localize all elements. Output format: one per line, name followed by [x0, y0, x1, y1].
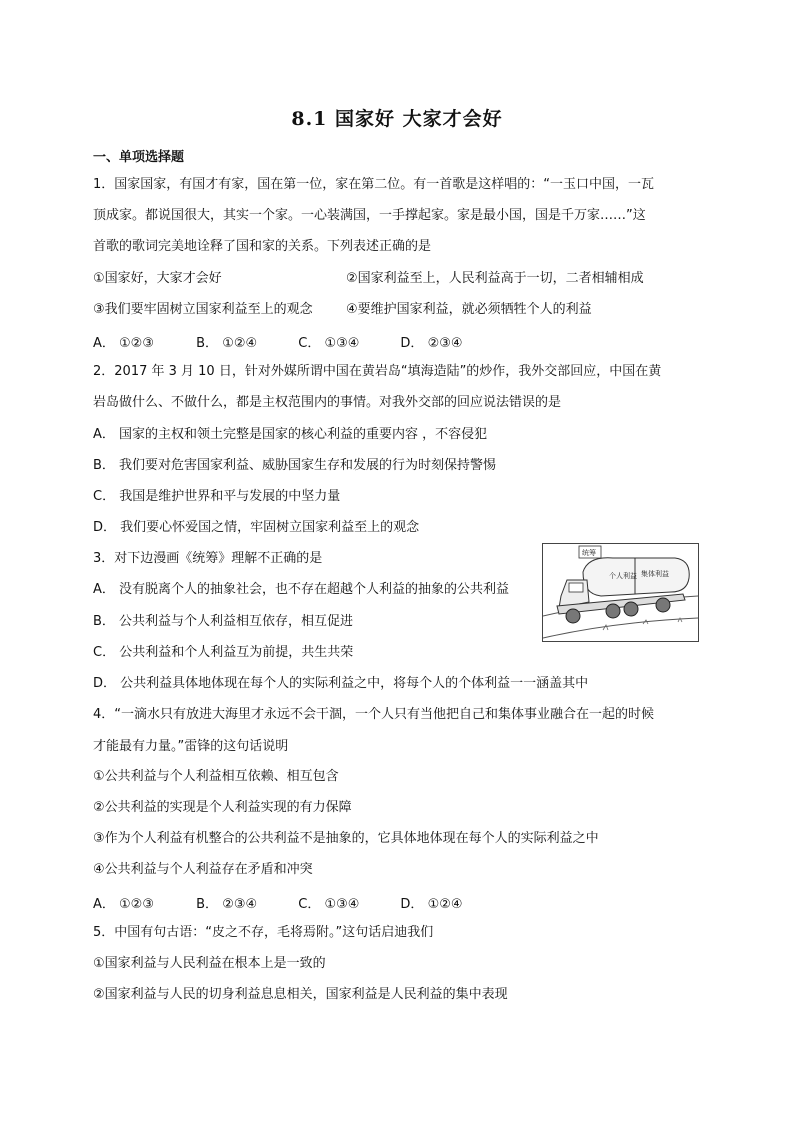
- q4-options: [93, 893, 463, 912]
- q1-option-b[interactable]: B． ①②④: [196, 336, 258, 351]
- q3-stem: 3．对下边漫画《统筹》理解不正确的是: [93, 551, 323, 566]
- q5-statement-2: ②国家利益与人民的切身利益息息相关，国家利益是人民利益的集中表现: [93, 987, 508, 1002]
- cartoon-tag: 统筹: [582, 549, 596, 557]
- q1-option-d[interactable]: D． ②③④: [400, 336, 463, 351]
- q5-statement-1: ①国家利益与人民利益在根本上是一致的: [93, 956, 326, 971]
- q1-stem-line-2: 顶成家。都说国很大，其实一个家。一心装满国，一手撑起家。家是最小国，国是千万家……”这: [93, 208, 646, 223]
- q1-statement-3: ③我们要牢固树立国家利益至上的观念: [93, 302, 313, 317]
- q2-option-c[interactable]: C． 我国是维护世界和平与发展的中坚力量: [93, 489, 341, 504]
- q3-option-c[interactable]: C． 公共利益和个人利益互为前提，共生共荣: [93, 645, 354, 660]
- q1-option-c[interactable]: C． ①③④: [298, 336, 360, 351]
- q4-statement-2: ②公共利益的实现是个人利益实现的有力保障: [93, 800, 352, 815]
- q4-option-c[interactable]: C． ①③④: [298, 897, 360, 912]
- cartoon-truck-illustration: [543, 544, 698, 641]
- q2-option-d[interactable]: D． 我们要心怀爱国之情，牢固树立国家利益至上的观念: [93, 520, 420, 535]
- cartoon-label-right: 集体利益: [641, 570, 669, 578]
- q4-stem-line-1: 4．“一滴水只有放进大海里才永远不会干涸，一个人只有当他把自己和集体事业融合在一起的时候: [93, 707, 655, 722]
- q1-options: [93, 332, 463, 351]
- q1-statement-4: ④要维护国家利益，就必须牺牲个人的利益: [346, 302, 592, 317]
- q4-statement-1: ①公共利益与个人利益相互依赖、相互包含: [93, 769, 339, 784]
- q2-stem-line-1: 2．2017 年 3 月 10 日，针对外媒所谓中国在黄岩岛“填海造陆”的炒作，我外交部回应，中国在黄: [93, 364, 662, 379]
- q3-option-b[interactable]: B． 公共利益与个人利益相互依存，相互促进: [93, 614, 354, 629]
- q2-stem-line-2: 岩岛做什么、不做什么，都是主权范围内的事情。对我外交部的回应说法错误的是: [93, 395, 562, 410]
- q4-statement-3: ③作为个人利益有机整合的公共利益不是抽象的，它具体地体现在每个人的实际利益之中: [93, 831, 599, 846]
- section-heading: 一、单项选择题: [93, 150, 185, 165]
- cartoon-label-left: 个人利益: [609, 572, 637, 580]
- q1-statement-2: ②国家利益至上，人民利益高于一切，二者相辅相成: [346, 271, 644, 286]
- q1-stem-line-1: 1．国家国家，有国才有家，国在第一位，家在第二位。有一首歌是这样唱的：“一玉口中国，一瓦: [93, 177, 655, 192]
- q1-statement-1: ①国家好，大家才会好: [93, 271, 222, 286]
- q1-stem-line-3: 首歌的歌词完美地诠释了国和家的关系。下列表述正确的是: [93, 239, 432, 254]
- q3-option-a[interactable]: A． 没有脱离个人的抽象社会，也不存在超越个人利益的抽象的公共利益: [93, 582, 510, 597]
- q1-option-a[interactable]: A． ①②③: [93, 336, 154, 351]
- q5-stem: 5．中国有句古语：“皮之不存，毛将焉附。”这句话启迪我们: [93, 925, 434, 940]
- q4-option-b[interactable]: B． ②③④: [196, 897, 258, 912]
- page-title: 8.1 国家好 大家才会好: [291, 108, 503, 130]
- q2-option-b[interactable]: B． 我们要对危害国家利益、威胁国家生存和发展的行为时刻保持警惕: [93, 458, 497, 473]
- q2-option-a[interactable]: A． 国家的主权和领土完整是国家的核心利益的重要内容 ，不容侵犯: [93, 427, 488, 442]
- q3-option-d[interactable]: D． 公共利益具体地体现在每个人的实际利益之中，将每个人的个体利益一一涵盖其中: [93, 676, 589, 691]
- q4-statement-4: ④公共利益与个人利益存在矛盾和冲突: [93, 862, 313, 877]
- cartoon-image: [542, 543, 699, 642]
- q4-option-a[interactable]: A． ①②③: [93, 897, 154, 912]
- q4-stem-line-2: 才能最有力量。”雷锋的这句话说明: [93, 739, 289, 754]
- q4-option-d[interactable]: D． ①②④: [400, 897, 463, 912]
